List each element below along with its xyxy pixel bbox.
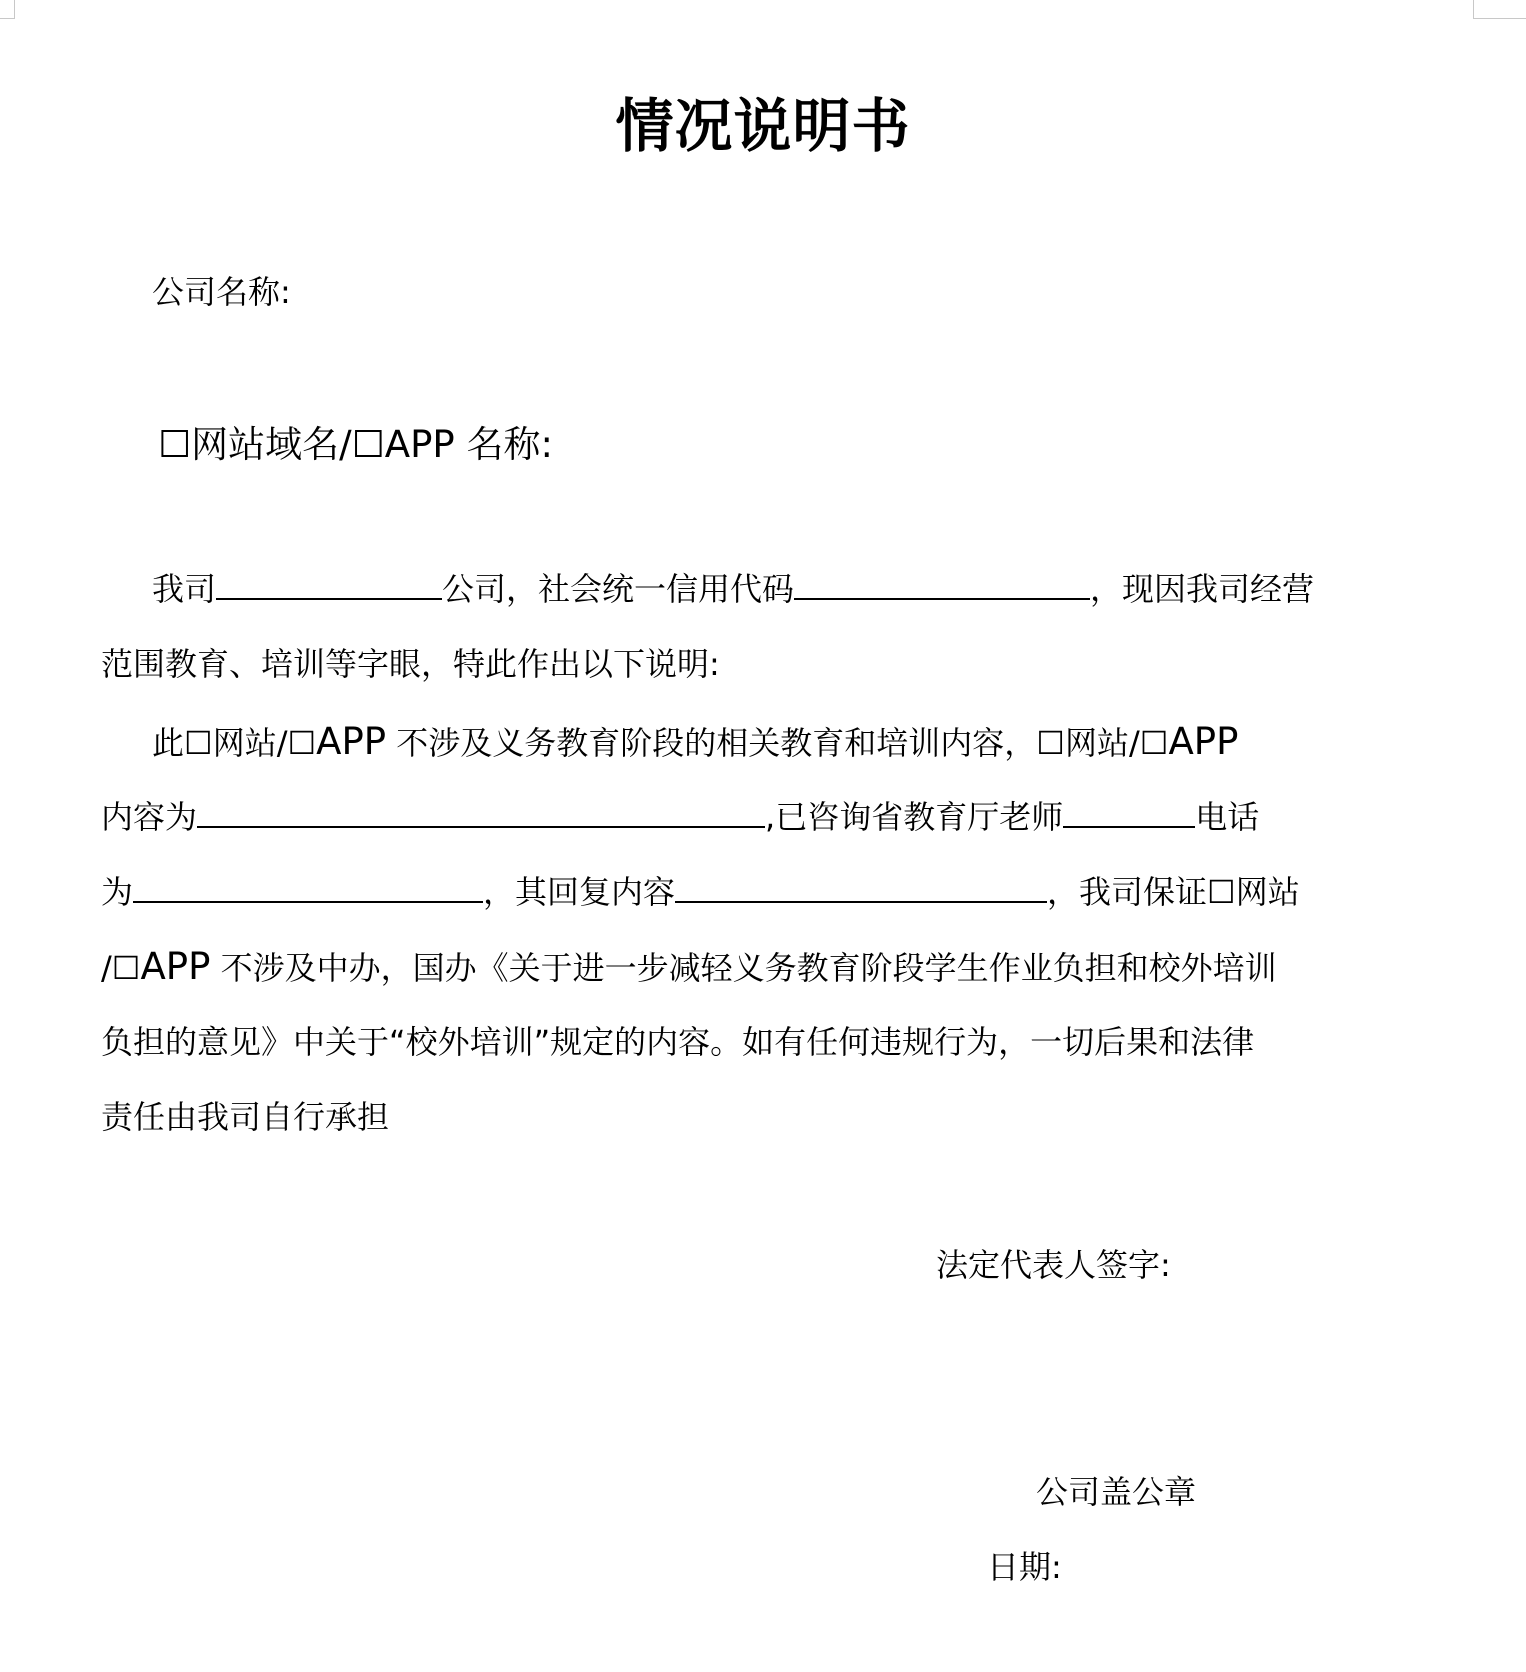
text-segment: APP — [140, 945, 211, 988]
legal-representative-signature-label: 法定代表人签字: — [936, 1246, 1171, 1284]
paragraph-line-2: 范围教育、培训等字眼，特此作出以下说明: — [101, 645, 720, 683]
content-description-blank — [197, 796, 765, 828]
paragraph-line-6 — [101, 945, 1277, 990]
paragraph-line-5 — [101, 870, 1300, 914]
paragraph-line-3 — [152, 720, 1238, 765]
domain-app-name-label: ☐网站域名/☐APP 名称: — [158, 423, 553, 466]
text-segment: 内容为 — [101, 798, 198, 836]
text-segment: 为 — [101, 873, 134, 911]
paragraph-line-8: 责任由我司自行承担 — [101, 1098, 390, 1136]
text-segment: 不涉及义务教育阶段的相关教育和培训内容，☐网站/☐ — [386, 724, 1169, 762]
page-corner-mark-right — [1473, 0, 1526, 19]
teacher-name-blank — [1063, 796, 1195, 828]
text-segment: 我司 — [152, 570, 217, 608]
credit-code-blank — [794, 568, 1090, 600]
company-name-label: 公司名称: — [152, 273, 291, 311]
text-segment: 公司，社会统一信用代码 — [442, 570, 795, 608]
document-title: 情况说明书 — [615, 92, 911, 160]
paragraph-line-7: 负担的意见》中关于“校外培训”规定的内容。如有任何违规行为，一切后果和法律 — [101, 1023, 1255, 1061]
text-segment: ，现因我司经营 — [1090, 570, 1315, 608]
company-name-blank — [216, 568, 442, 600]
company-seal-label: 公司盖公章 — [1036, 1473, 1197, 1511]
text-segment: 电话 — [1195, 798, 1260, 836]
text-segment: APP — [1168, 720, 1239, 763]
paragraph-line-1 — [152, 567, 1314, 611]
date-label: 日期: — [987, 1548, 1062, 1586]
text-segment: ，其回复内容 — [483, 873, 676, 911]
text-segment: ,已咨询省教育厅老师 — [765, 798, 1064, 836]
text-segment: /☐ — [101, 949, 141, 987]
text-segment: APP — [316, 720, 387, 763]
paragraph-line-4 — [101, 795, 1259, 839]
reply-content-blank — [675, 871, 1047, 903]
phone-number-blank — [133, 871, 483, 903]
text-segment: 不涉及中办，国办《关于进一步减轻义务教育阶段学生作业负担和校外培训 — [210, 949, 1277, 987]
page-corner-mark-left — [0, 0, 15, 19]
text-segment: 此☐网站/☐ — [152, 724, 317, 762]
text-segment: ，我司保证☐网站 — [1047, 873, 1300, 911]
